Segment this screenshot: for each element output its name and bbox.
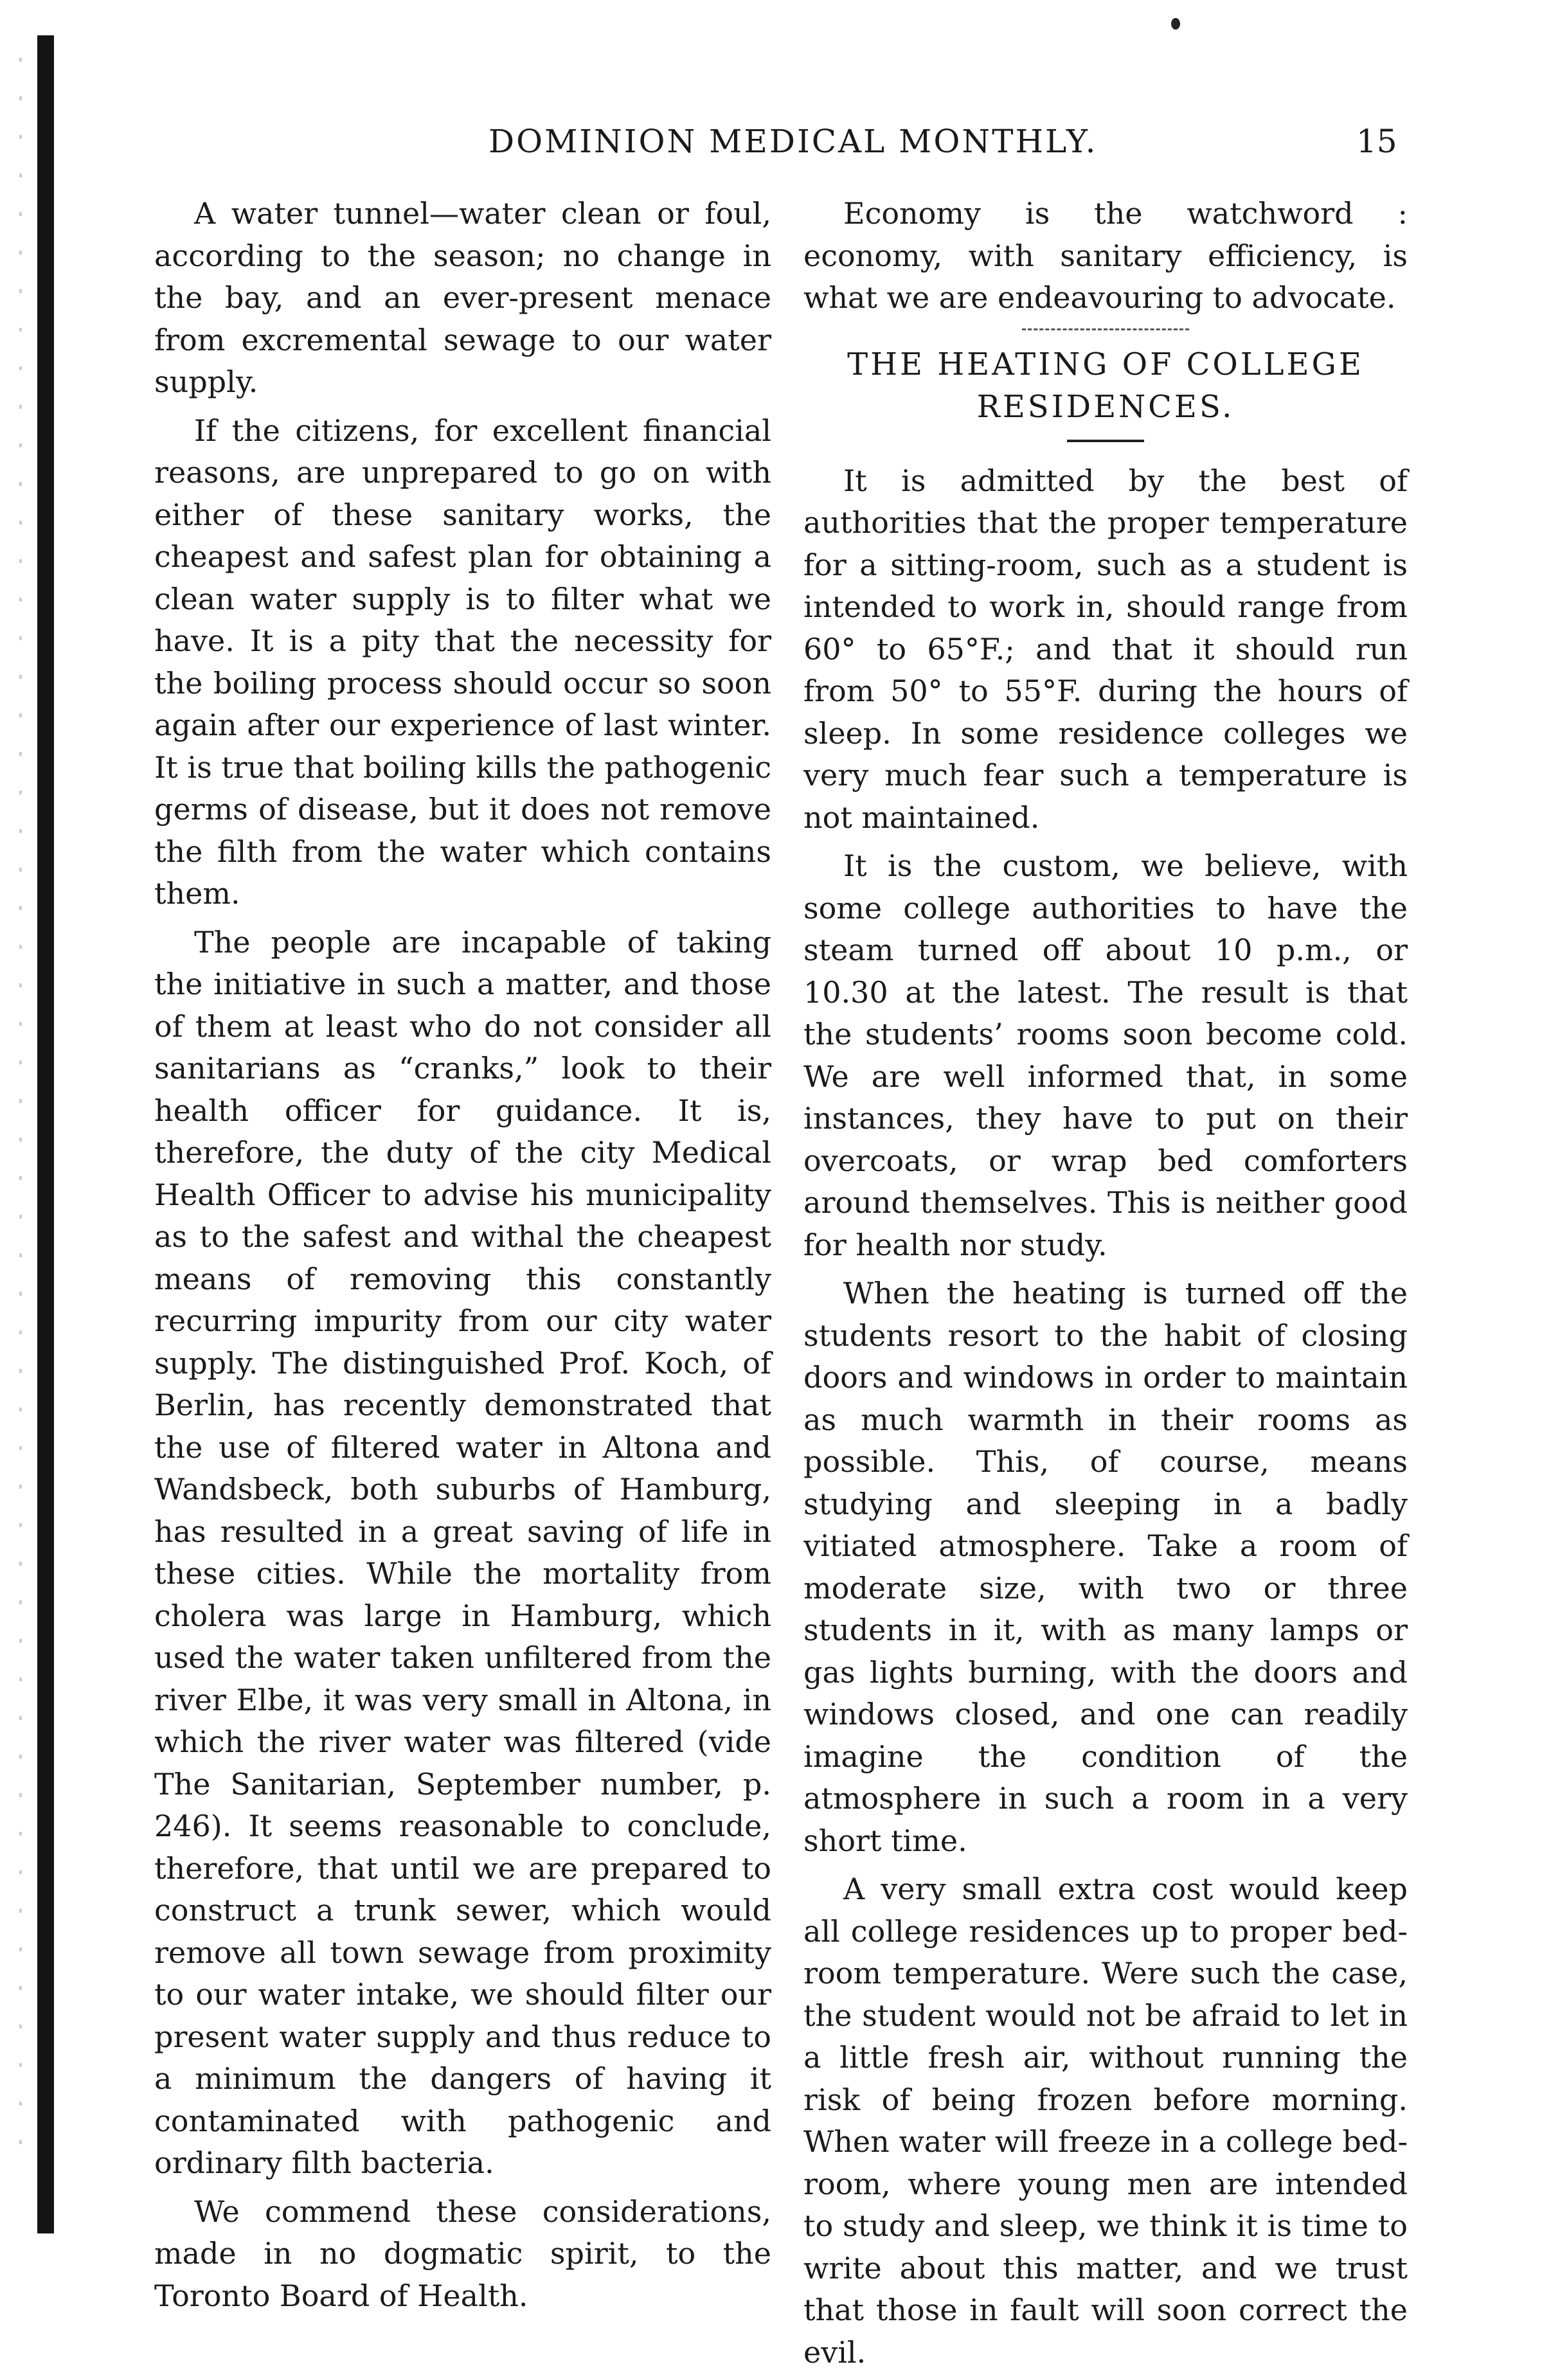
journal-title: DOMINION MEDICAL MONTHLY. [489,123,1098,160]
paragraph-economy: Economy is the watchword : economy, with sanitary efficiency, is what we are endeavouring to advocate. [803,196,1408,315]
paragraph-temperature: It is admitted by the best of authorities that the proper temperature for a sitting-room, such as a student is intended to work in, should range from 60° to 65°F.; and that it should run from 50° to 55°F. during the hours of sleep. In some residence colleges we very much fear such a temperature is not maintained. [803,463,1408,835]
paragraph-health-officer: The people are incapable of taking the initiative in such a matter, and those of them at least who do not consider all sanitarians as “cranks,” look to their health officer for guidance. It is, therefore, the duty of the city Medical Health Officer to advise his municipality as to the safest and withal the cheapest means of removing this constantly recurring impurity from our city water supply. The distinguished Prof. Koch, of Berlin, has recently demonstrated that the use of filtered water in Altona and Wandsbeck, both suburbs of Hamburg, has resulted in a great saving of life in these cities. While the mortality from cholera was large in Hamburg, which used the water taken unfiltered from the river Elbe, it was very small in Altona, in which the river water was filtered (vide The Sanitarian, September number, p. 246). It seems reasonable to conclude, therefore, that until we are prepared to construct a trunk sewer, which would remove all town sewage from proximity to our water intake, we should filter our present water supply and thus reduce to a minimum the dangers of having it contaminated with pathogenic and ordinary filth bacteria. [154,924,771,2180]
paragraph-water-tunnel: A water tunnel—water clean or foul, according to the season; no change in the bay, and an ever-present menace from excremental sewage to our water supply. [154,196,771,399]
section-heading: THE HEATING OF COLLEGE RESIDENCES. [847,346,1364,425]
ink-dot [1171,18,1180,30]
page-binding-edge [37,35,54,2233]
left-column [154,193,771,2323]
paragraph-extra-cost: A very small extra cost would keep all college residences up to proper bed-room temperature. Were such the case, the student would not be afraid to let in a little fresh air, without running the risk of being frozen before morning. When water will freeze in a college bed-room, where young men are intended to study and sleep, we think it is time to write about this matter, and we trust that those in fault will soon correct the evil. [803,1872,1408,2370]
right-column [803,193,1408,2380]
running-head [0,116,1542,167]
page-number: 15 [1356,123,1397,160]
binding-specks [19,58,22,2179]
paragraph-steam-custom: It is the custom, we believe, with some college authorities to have the steam turned off about 10 p.m., or 10.30 at the latest. The result is that the students’ rooms soon become cold. We are well informed that, in some instances, they have to put on their overcoats, or wrap bed comforters around themselves. This is neither good for health nor study. [803,848,1408,1262]
paragraph-board-of-health: We commend these considerations, made in no dogmatic spirit, to the Toronto Board of Health. [154,2194,771,2313]
paragraph-closed-windows: When the heating is turned off the students resort to the habit of closing doors and windows in order to maintain as much warmth in their rooms as possible. This, of course, means studying and sleeping in a badly vitiated atmosphere. Take a room of moderate size, with two or three students in it, with as many lamps or gas lights burning, with the doors and windows closed, and one can readily imagine the condition of the atmosphere in such a room in a very short time. [803,1276,1408,1858]
paragraph-filter-supply: If the citizens, for excellent financial reasons, are unprepared to go on with either of these sanitary works, the cheapest and safest plan for obtaining a clean water supply is to filter what we have. It is a pity that the necessity for the boiling process should occur so soon again after our experience of last winter. It is true that boiling kills the pathogenic germs of disease, but it does not remove the filth from the water which contains them. [154,413,771,911]
section-divider [1022,328,1189,330]
heading-rule [1067,440,1144,442]
